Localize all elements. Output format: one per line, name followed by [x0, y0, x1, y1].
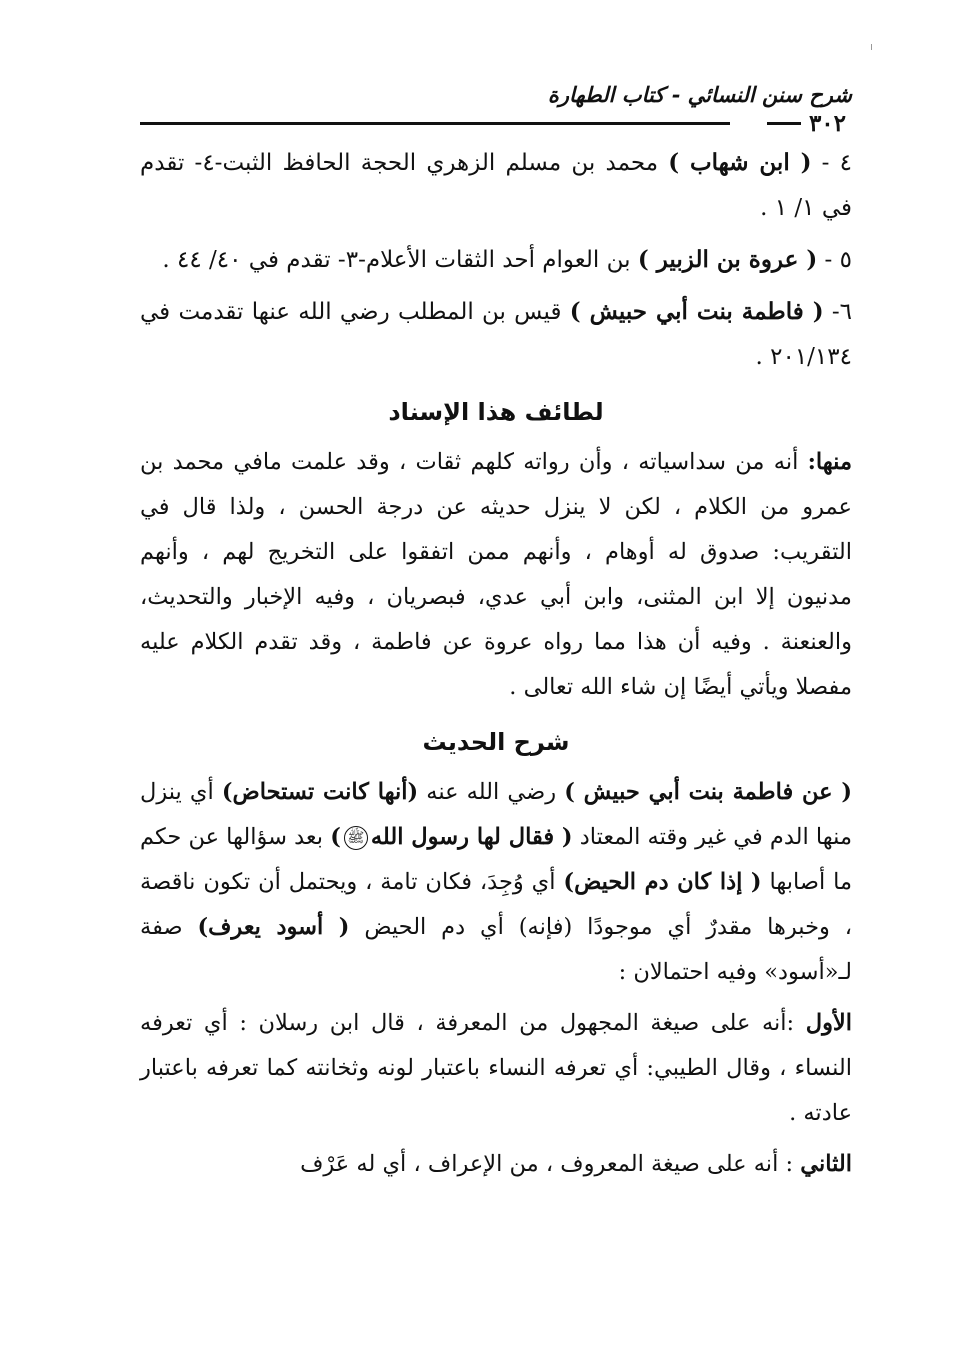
narrator-entry — [140, 289, 852, 380]
narrator-entry — [140, 237, 852, 283]
narrator-number: ٦- — [831, 299, 853, 325]
paragraph-lead: الأول — [805, 1010, 853, 1036]
commentary-text: بعد سؤالها عن حكم ما أصابها — [139, 824, 853, 895]
narrator-name: ( فاطمة بنت أبي حبيش ) — [569, 298, 824, 325]
narrator-text: بن العوام أحد الثقات الأعلام-٣- تقدم في ٤٠/ ٤٤ . — [162, 247, 631, 273]
section-heading-sharh: شرح الحديث — [422, 728, 570, 756]
sharh-paragraph — [140, 1142, 852, 1187]
salawat-symbol-icon: ﷺ — [344, 826, 368, 850]
narrator-number: ٤ - — [821, 150, 852, 176]
paragraph-body: :أنه على صيغة المجهول من المعرفة ، قال ابن رسلان : أي تعرفه النساء ، وقال الطيبي: أي تعرفه النساء باعتبار لونه وثخانته كما تعرفه باعتبار عادته . — [140, 1010, 852, 1126]
sharh-paragraph — [140, 770, 852, 995]
commentary-text: أي وُجِدَ، فكان تامة ، ويحتمل أن تكون ناقصة ، وخبرها مقدرٌ أي موجودًا (فإنه) أي دم الحيض — [140, 869, 853, 940]
page-number: ٣٠٢ — [808, 109, 846, 137]
narrator-text: محمد بن مسلم الزهري الحجة الحافظ الثبت-٤- تقدم في ١/ ١ . — [140, 150, 852, 221]
quoted-text-close: ) — [330, 824, 341, 850]
paragraph-body: : أنه على صيغة المعروف ، من الإعراف ، أي له عَرْف — [300, 1151, 794, 1177]
narrator-name: ( ابن شهاب ) — [668, 149, 812, 176]
commentary-text: رضي الله عنه — [426, 779, 557, 805]
paragraph-body: أنه من سداسياته ، وأن رواته كلهم ثقات ، وقد علمت مافي محمد بن عمرو من الكلام ، لكن لا ينزل حديثه عن درجة الحسن ، ولذا قال في التقريب: صدوق له أوهام ، وأنهم ممن اتفقوا على التخريج لهم ، وأنهم مدنيون إلا ابن المثنى، وابن أبي عدي، فبصريان ، وفيه الإخبار والتحديث، والعنعنة . وفيه أن هذا مما رواه عروة عن فاطمة ، وقد تقدم الكلام عليه مفصلا ويأتي أيضًا إن شاء الله تعالى . — [140, 449, 852, 700]
narrator-number: ٥ - — [824, 247, 852, 273]
quoted-text: (أنها كانت تستحاض) — [221, 779, 419, 805]
book-page — [140, 70, 852, 1187]
narrator-text: قيس بن المطلب رضي الله عنها تقدمت في ٢٠١/١٣٤ . — [140, 299, 852, 370]
commentary-text: أي ينزل منها الدم في غير وقته المعتاد — [140, 779, 852, 850]
narrator-name: ( عروة بن الزبير ) — [637, 246, 818, 273]
running-title: شرح سنن النسائي - كتاب الطهارة — [547, 82, 852, 107]
paragraph-lead: منها: — [807, 449, 852, 475]
paragraph-lead: الثاني — [800, 1151, 852, 1177]
page-header — [140, 70, 852, 140]
quoted-text: ( فقال لها رسول الله — [370, 824, 573, 850]
isnad-paragraph — [140, 440, 852, 710]
narrator-list — [140, 140, 852, 380]
narrator-entry — [140, 140, 852, 231]
quoted-text: ( أسود يعرف) — [197, 914, 350, 940]
section-heading-isnad: لطائف هذا الإسناد — [388, 398, 604, 426]
page-number-box — [730, 108, 852, 138]
sharh-paragraph — [140, 1001, 852, 1136]
scan-mark — [871, 44, 872, 50]
quoted-text: ( إذا كان دم الحيض) — [563, 869, 762, 895]
commentary-text: صفة لـ«أسود» وفيه احتمالان : — [140, 914, 852, 985]
page-number-dash — [767, 122, 801, 125]
quoted-text: ( عن فاطمة بنت أبي حبيش ) — [564, 779, 852, 805]
